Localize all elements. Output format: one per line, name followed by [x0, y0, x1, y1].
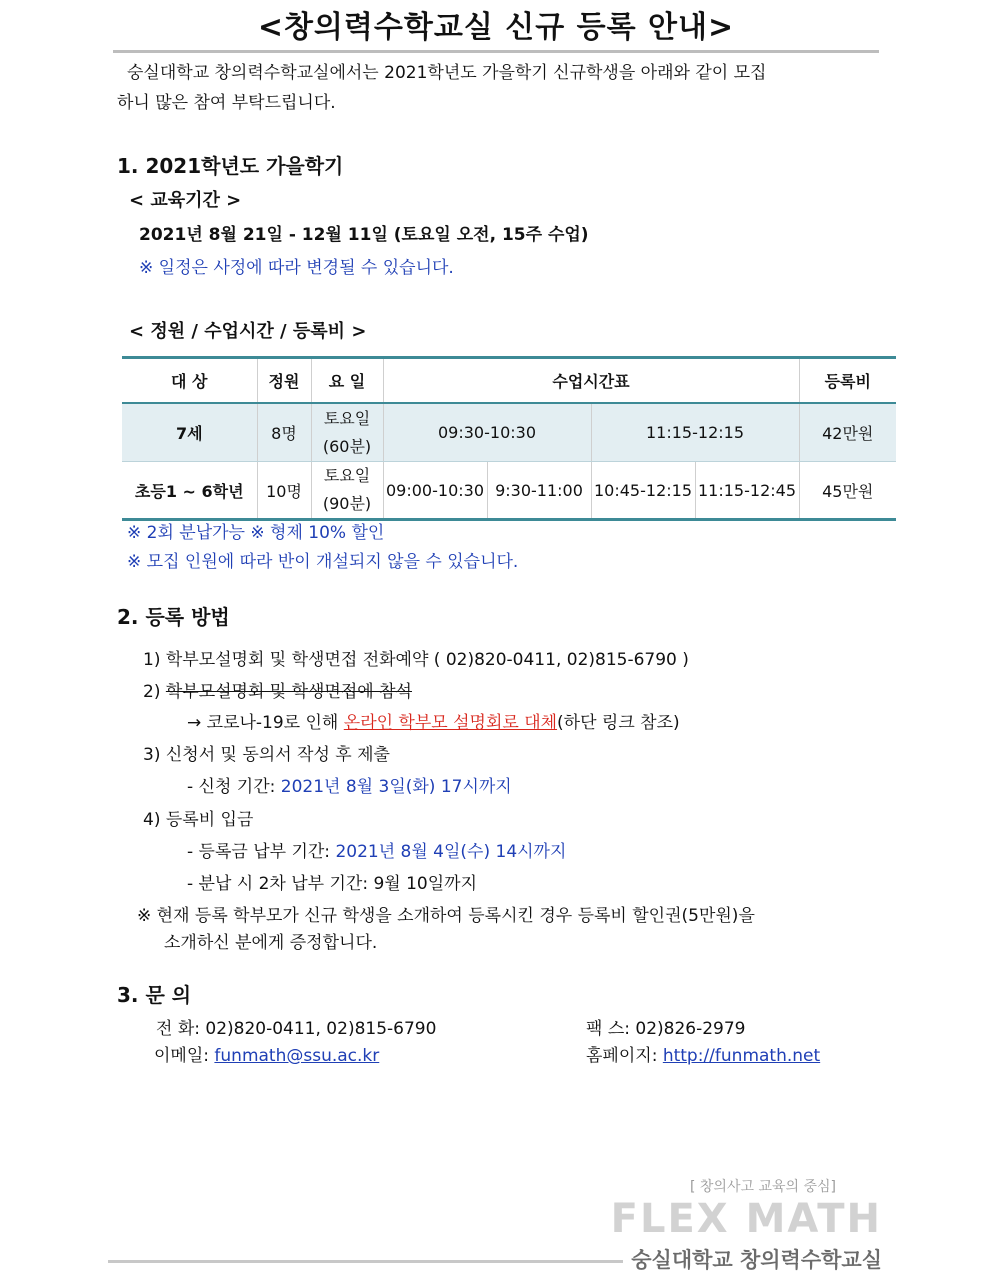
step-3-sub-value: 2021년 8월 3일(화) 17시까지 — [280, 777, 512, 797]
step-2-number: 2) — [143, 682, 166, 702]
footer-divider — [108, 1260, 623, 1263]
contact-homepage — [586, 1041, 820, 1066]
online-briefing-note: 온라인 학부모 설명회로 대체 — [343, 713, 558, 733]
email-label: 이메일: — [154, 1046, 215, 1066]
header-capacity: 정원 — [257, 358, 311, 404]
row-fee: 42만원 — [799, 403, 896, 462]
homepage-link[interactable]: http://funmath.net — [662, 1046, 821, 1066]
step-2 — [143, 677, 412, 702]
row-time: 09:30-10:30 — [383, 403, 591, 462]
row-time: 11:15-12:15 — [591, 403, 799, 462]
table-row — [122, 403, 896, 462]
row-target: 7세 — [122, 403, 257, 462]
step-3: 3) 신청서 및 동의서 작성 후 제출 — [143, 745, 390, 765]
row-time: 09:00-10:30 — [383, 462, 487, 520]
row-target: 초등1 ~ 6학년 — [122, 462, 257, 520]
step-4-sub-1 — [187, 837, 566, 862]
row-time: 10:45-12:15 — [591, 462, 695, 520]
row-day-duration: (60분) — [322, 436, 372, 456]
referral-note-line-2: 소개하신 분에게 증정합니다. — [164, 933, 378, 953]
email-link[interactable]: funmath@ssu.ac.kr — [214, 1046, 380, 1066]
step-3-sub-label: - 신청 기간: — [187, 777, 281, 797]
contact-fax — [586, 1014, 746, 1039]
row-fee: 45만원 — [799, 462, 896, 520]
row-day-name: 토요일 — [323, 408, 371, 428]
section1-heading: 1. 2021학년도 가을학기 — [117, 154, 344, 178]
step-1: 1) 학부모설명회 및 학생면접 전화예약 ( 02)820-0411, 02)815-6790 ) — [143, 650, 689, 670]
fax-value: 02)826-2979 — [635, 1019, 746, 1039]
header-fee: 등록비 — [799, 358, 896, 404]
table-note-2: ※ 모집 인원에 따라 반이 개설되지 않을 수 있습니다. — [127, 552, 519, 572]
footer-tagline: [ 창의사고 교육의 중심] — [690, 1179, 836, 1195]
step-4: 4) 등록비 입금 — [143, 810, 254, 830]
phone-label: 전 화: — [156, 1019, 206, 1039]
title-divider — [113, 50, 879, 53]
step-2-sub-prefix: → 코로나-19로 인해 — [187, 713, 344, 733]
step-4-sub-2: - 분납 시 2차 납부 기간: 9월 10일까지 — [187, 874, 478, 894]
step-2-sub — [187, 708, 680, 733]
fax-label: 팩 스: — [586, 1019, 636, 1039]
step-4-sub-1-label: - 등록금 납부 기간: — [187, 842, 336, 862]
period-value: 2021년 8월 21일 - 12월 11일 (토요일 오전, 15주 수업) — [139, 225, 589, 245]
page-title: <창의력수학교실 신규 등록 안내> — [257, 10, 735, 45]
period-note: ※ 일정은 사정에 따라 변경될 수 있습니다. — [139, 258, 454, 278]
step-3-sub — [187, 772, 512, 797]
row-day-name: 토요일 — [323, 466, 371, 485]
header-day: 요 일 — [311, 358, 383, 404]
row-time: 11:15-12:45 — [695, 462, 799, 520]
intro-paragraph — [117, 58, 877, 118]
step-2-sub-suffix: (하단 링크 참조) — [557, 713, 680, 733]
period-label: < 교육기간 > — [129, 190, 242, 211]
step-4-sub-1-value: 2021년 8월 4일(수) 14시까지 — [335, 842, 567, 862]
contact-phone — [156, 1014, 436, 1039]
contact-email — [154, 1041, 379, 1066]
table-label: < 정원 / 수업시간 / 등록비 > — [129, 321, 367, 342]
intro-line-2: 하니 많은 참여 부탁드립니다. — [117, 93, 336, 113]
intro-line-1: 숭실대학교 창의력수학교실에서는 2021학년도 가을학기 신규학생을 아래와 같이 모집 — [127, 63, 767, 83]
row-day — [311, 462, 383, 520]
row-time: 9:30-11:00 — [487, 462, 591, 520]
table-header-row — [122, 358, 896, 404]
table-note-1: ※ 2회 분납가능 ※ 형제 10% 할인 — [127, 523, 385, 543]
row-day — [311, 403, 383, 462]
row-capacity: 10명 — [257, 462, 311, 520]
header-schedule: 수업시간표 — [383, 358, 799, 404]
section2-heading: 2. 등록 방법 — [117, 605, 230, 629]
schedule-table — [122, 356, 896, 521]
table-row — [122, 462, 896, 520]
header-target: 대 상 — [122, 358, 257, 404]
footer-organization: 숭실대학교 창의력수학교실 — [631, 1248, 882, 1272]
flex-math-logo: FLEX MATH — [610, 1196, 882, 1242]
phone-value: 02)820-0411, 02)815-6790 — [205, 1019, 437, 1039]
section3-heading: 3. 문 의 — [117, 983, 192, 1007]
row-capacity: 8명 — [257, 403, 311, 462]
homepage-label: 홈페이지: — [586, 1046, 663, 1066]
step-2-struck-text: 학부모설명회 및 학생면접에 참석 — [165, 682, 412, 702]
row-day-duration: (90분) — [322, 494, 372, 513]
referral-note-line-1: ※ 현재 등록 학부모가 신규 학생을 소개하여 등록시킨 경우 등록비 할인권(5만원)을 — [137, 906, 755, 926]
